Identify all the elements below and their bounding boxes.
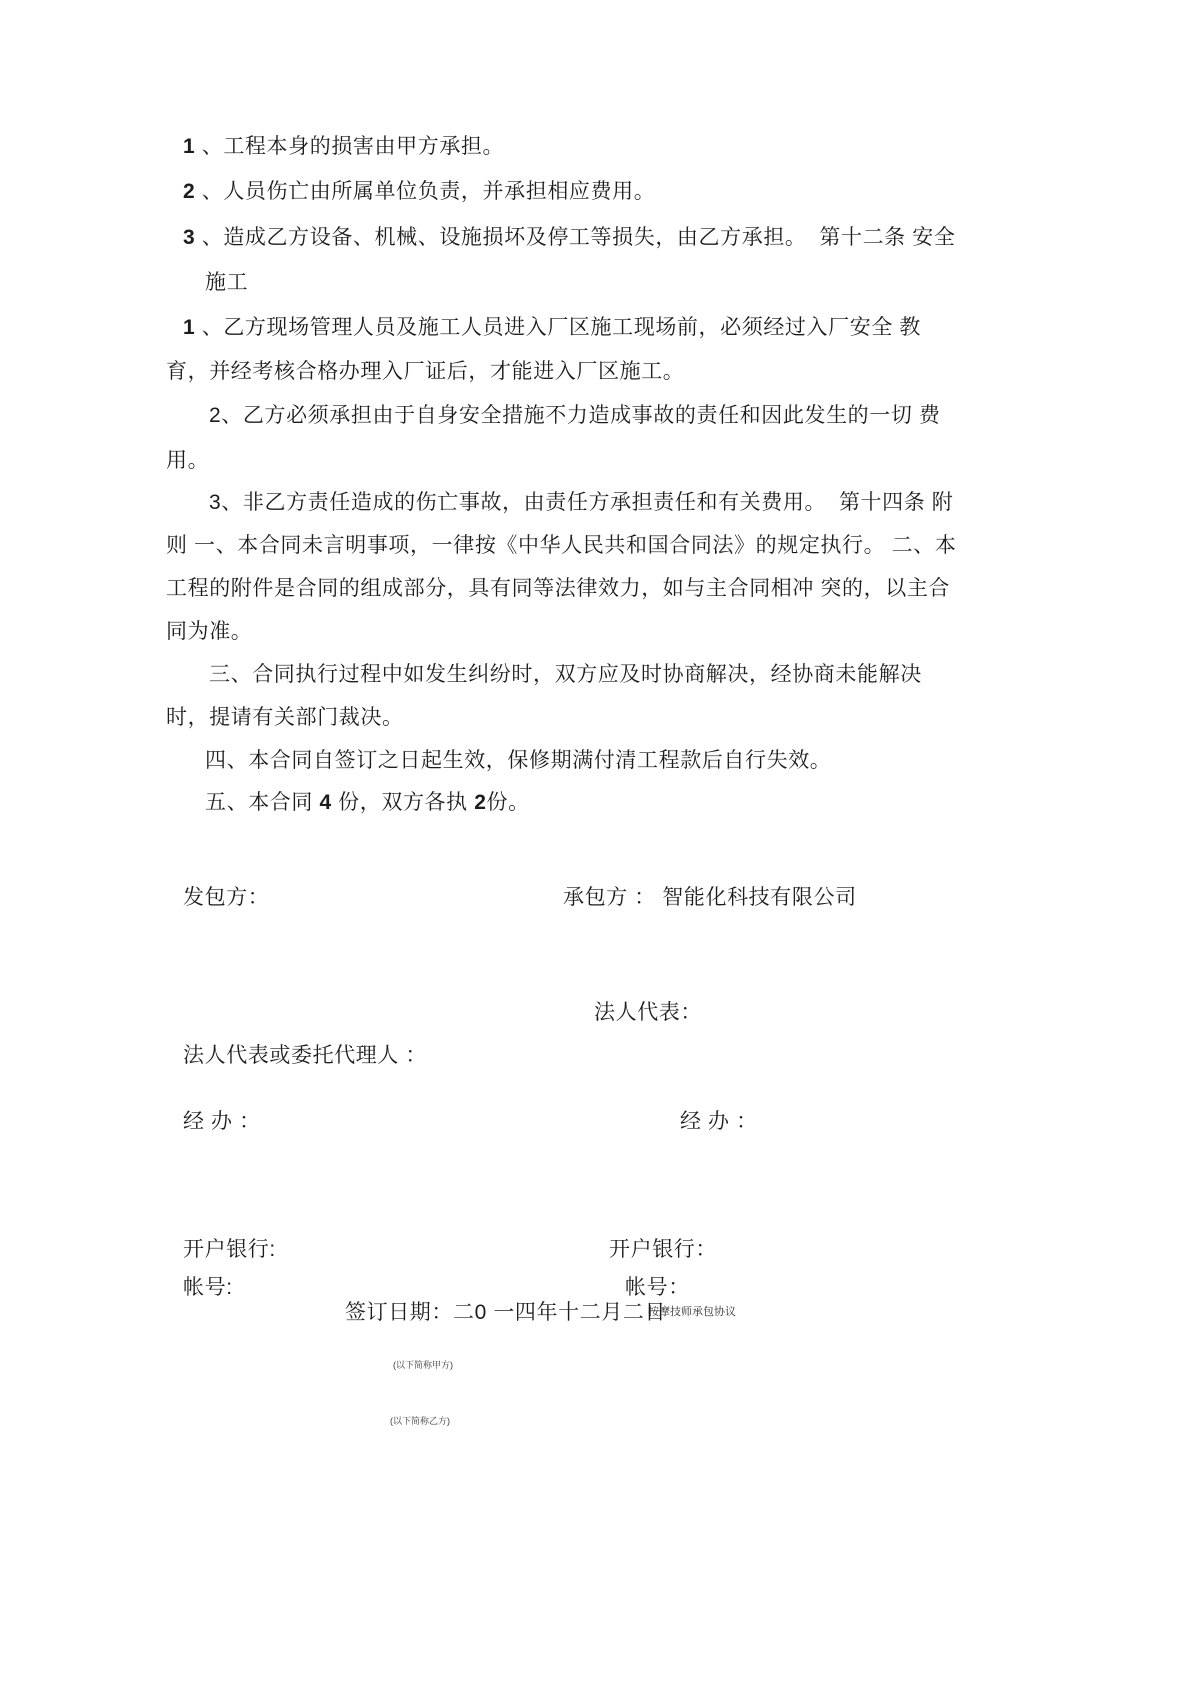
clause12-item1-number: 1 [183, 316, 196, 339]
signing-date: 签订日期：二0 一四年十二月二日 [345, 1301, 667, 1324]
clause12-item2-continuation: 用。 [166, 449, 210, 472]
clause11-item3 [183, 224, 955, 251]
footnote-party-a-alias: (以下简称甲方) [393, 1360, 453, 1370]
clause11-item3-text: 、造成乙方设备、机械、设施损坏及停工等损失，由乙方承担。 第十二条 安全 [195, 226, 956, 249]
footnote-party-b-alias: (以下简称乙方) [390, 1416, 450, 1426]
clause11-item2-text: 、人员伤亡由所属单位负责，并承担相应费用。 [195, 180, 656, 203]
clause14-item5 [205, 789, 530, 816]
clause11-item1-text: 、工程本身的损害由甲方承担。 [195, 135, 505, 158]
clause11-item1-number: 1 [183, 135, 196, 158]
clause14-line3: 同为准。 [166, 620, 253, 643]
clause11-item3-number: 3 [183, 226, 196, 249]
clause12-item3: 3、非乙方责任造成的伤亡事故，由责任方承担责任和有关费用。 第十四条 附 [209, 491, 954, 514]
legal-representative-party-b: 法人代表： [594, 1001, 702, 1024]
clause14-item5-copies-each: 2 [474, 791, 487, 814]
clause11-item2-number: 2 [183, 180, 196, 203]
account-party-b: 帐号： [625, 1276, 690, 1299]
clause12-item1 [183, 314, 921, 341]
clause14-item5-text-a: 五、本合同 [205, 791, 320, 814]
clause12-item2: 2、乙方必须承担由于自身安全措施不力造成事故的责任和因此发生的一切 费 [209, 404, 941, 427]
clause14-item5-text-c: 份。 [486, 791, 530, 814]
clause14-item4: 四、本合同自签订之日起生效，保修期满付清工程款后自行失效。 [205, 749, 832, 772]
handler-party-a: 经 办 ： [183, 1110, 261, 1133]
clause14-item5-copies-total: 4 [319, 791, 332, 814]
party-a-label: 发包方： [183, 886, 270, 909]
clause14-item3-line1: 三、合同执行过程中如发生纠纷时，双方应及时协商解决，经协商未能解决 [209, 663, 922, 686]
clause12-item1-continuation: 育，并经考核合格办理入厂证后，才能进入厂区施工。 [166, 360, 685, 383]
account-party-a: 帐号: [183, 1276, 233, 1299]
clause11-item2 [183, 178, 655, 205]
clause14-line1: 则 一、本合同未言明事项，一律按《中华人民共和国合同法》的规定执行。 二、本 [166, 534, 957, 557]
clause14-line2: 工程的附件是合同的组成部分，具有同等法律效力，如与主合同相冲 突的，以主合 [166, 577, 951, 600]
party-b-label: 承包方 ： 智能化科技有限公司 [563, 886, 857, 909]
clause14-item5-text-b: 份，双方各执 [331, 791, 475, 814]
clause12-item1-text: 、乙方现场管理人员及施工人员进入厂区施工现场前，必须经过入厂安全 教 [195, 316, 921, 339]
bank-party-a: 开户银行: [183, 1238, 276, 1261]
legal-representative-party-a: 法人代表或委托代理人 ： [183, 1044, 428, 1067]
clause11-item1 [183, 133, 504, 160]
bank-party-b: 开户银行： [609, 1238, 717, 1261]
clause12-title-continuation: 施工 [205, 271, 249, 294]
clause14-item3-line2: 时，提请有关部门裁决。 [166, 706, 404, 729]
handler-party-b: 经 办 ： [680, 1110, 758, 1133]
footnote-agreement-title: 按摩技师承包协议 [648, 1306, 736, 1318]
